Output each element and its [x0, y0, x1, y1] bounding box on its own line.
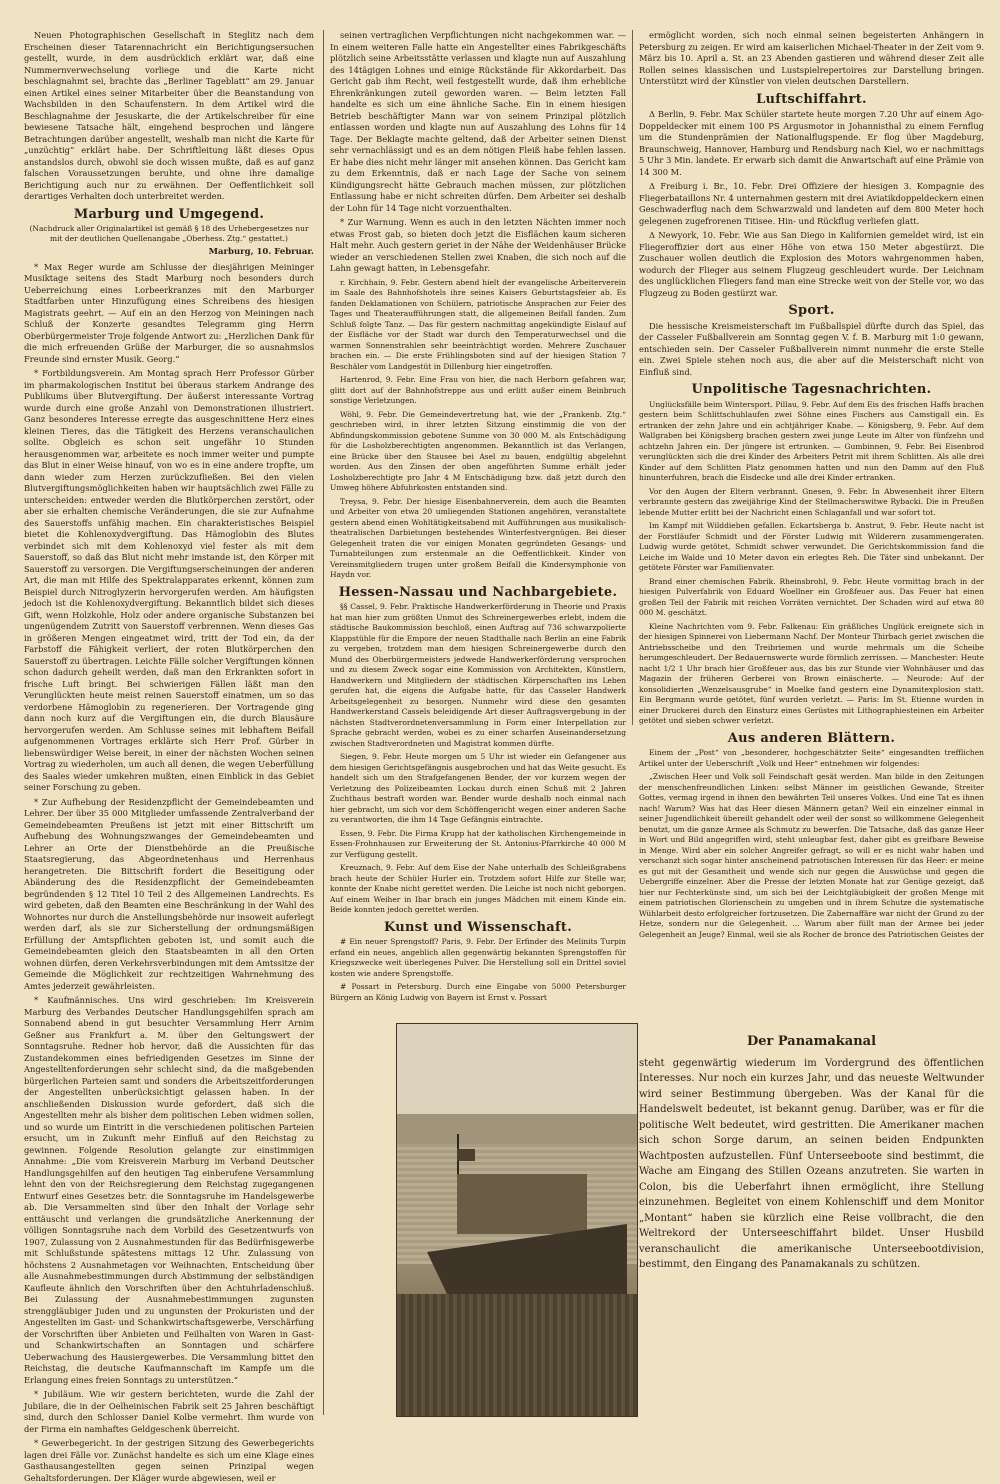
news-item: * Zur Aufhebung der Residenzpflicht der Gemeindebeamten und Lehrer. Der über 35 000 Mitglieder umfassende Zentralverband der Gemeindebeamten Preußens ist jetzt mit einer Bittschrift um Aufhebung des Wohnungszwanges der Gemeindebeamten und Lehrer an Orte der Dienstbehörde an die Preußische Staatsregierung, das Abgeordnetenhaus und Herrenhaus herangetreten. Die Bittschrift fordert die Beseitigung oder Abänderung des die Residenzpflicht der Gemeindebeamten begründenden § 12 Titel 10 Teil 2 des Allgemeinen Landrechts. Es wird gebeten, daß den Beamten eine Beschränkung in der Wahl des Wohnortes nur durch die Anstellungsbehörde nur insoweit auferlegt werden darf, als sie zur Sicherstellung der ordnungsmäßigen Erfüllung der Amtspflichten geboten ist, und somit auch die Gemeindebeamten gleich den Staatsbeamten in all den Orten wohnen dürfen, deren Verkehrsverbindungen mit dem Amtssitze der Gemeinde die Möglichkeit zur rechtzeitigen Wahrnehmung des Amtes jederzeit gewährleisten. [24, 796, 314, 991]
news-item: Brand einer chemischen Fabrik. Rheinsbrohl, 9. Febr. Heute vormittag brach in der hiesigen Pulverfabrik von Eduard Woellner ein Großfeuer aus. Das Feuer hat einen großen Teil der Fabrik mit reichen Vorräten vernichtet. Der Schaden wird auf etwa 80 000 M. geschätzt. [639, 576, 984, 617]
news-item: Wöhl, 9. Febr. Die Gemeindevertretung hat, wie der „Frankenb. Ztg.“ geschrieben wird, in ihrer letzten Sitzung einstimmig die von der Abfindungskommission gebotene Summe von 30 000 M. als Entschädigung für die Losholzberechtigten angenommen. Bekanntlich ist das Verlangen, eine Brücke über den Stausee bei Asel zu bauen, endgültig abgelehnt worden. Aus den Zinsen der oben angeführten Summe erhält jeder Losholzberechtigte pro Jahr 4 M Entschädigung bzw. daß jetzt durch den Umweg höhere Abfuhrkosten entstanden sind. [330, 409, 626, 492]
article-text: steht gegenwärtig wiederum im Vordergrund des öffentlichen Interesses. Nur noch ein kurzes Jahr, und das neueste Weltwunder wird seiner Bestimmung übergeben. Was der Kanal für die Handelswelt bedeutet, ist bekannt genug. Darüber, was er für die politische Welt bedeutet, wird gestritten. Die Amerikaner machen sich schon Sorge darum, an seinen beiden Endpunkten Wachtposten aufzustellen. Fünf Unterseeboote sind bestimmt, die Wache am Eingang des Stillen Ozeans anzutreten. Sie warten in Colon, bis die Ueberfahrt ihnen ermöglicht, ihre Stellung einzunehmen. Begleitet von einem Kohlenschiff und dem Monitor „Montant“ haben sie kürzlich eine Reise vollbracht, die den Weltrekord der Unterseeschiffahrt bildet. Unser Husbild veranschaulicht die amerikanische Unterseebootdivision, bestimmt, den Eingang des Panamakanals zu schützen. [639, 1057, 984, 1270]
news-item: Essen, 9. Febr. Die Firma Krupp hat der katholischen Kirchengemeinde in Essen-Frohnhausen zur Erweiterung der St. Antonius-Pfarrkirche 40 000 M zur Verfügung gestellt. [330, 828, 626, 859]
news-item: Unglücksfälle beim Wintersport. Pillau, 9. Febr. Auf dem Eis des frischen Haffs brachen gestern beim Schlittschuhlaufen zwei Söhne eines Fischers aus Camstigall ein. Es ertranken der zehn Jahre und ein achtjähriger Knabe. — Königsberg, 9. Febr. Auf dem Wallgraben bei Königsberg brachen gestern zwei junge Leute im Alter von fünfzehn und achtzehn Jahren ein. Der jüngere ist ertrunken. — Gumbinnen, 9. Febr. Bei Eisenbrod verunglückten sich die drei Kinder des Arbeiters Petrit mit ihrem Schlitten. Als alle drei Kinder auf dem Schlitten Platz genommen hatten und nun den Damm auf den Fluß hinunterfuhren, brach die Eisdecke und alle drei Kinder ertranken. [639, 399, 984, 482]
news-item: # Possart in Petersburg. Durch eine Eingabe von 5000 Petersburger Bürgern an König Ludwig von Bayern ist Ernst v. Possart [330, 982, 626, 1002]
photo-deck [397, 1294, 637, 1416]
news-item: §§ Cassel, 9. Febr. Praktische Handwerkerförderung in Theorie und Praxis hat man hier zum größten Unmut des Schreinergewerbes erlebt, indem die städtische Baukommission beschloß, einen Auftrag auf 736 schwarzpolierte Klappstühle für die Empore der neuen Stadthalle nach Berlin an eine Fabrik zu vergeben, trotzdem man dem hiesigen Schreinergewerbe durch den Mund des Oberbürgermeisters jedwede Handwerkerförderung versprochen und zu diesem Zweck sogar eine Kommission von Architekten, Künstlern, Handwerkern und Mitgliedern der städtischen Körperschaften ins Leben gerufen hat, die eigens die Aufgabe hatte, für das Casseler Handwerk Arbeitsgelegenheit zu besorgen. Nunmehr wird diese den gesamten Handwerkerstand Cassels beleidigende Art dieser Auftragsvergebung in der nächsten Stadtverordnetenversammlung in Form einer Interpellation zur Sprache gebracht werden, wobei es zu einer scharfen Auseinandersetzung zwischen Stadtverordneten und Magistrat kommen dürfte. [330, 602, 626, 748]
section-heading: Luftschiffahrt. [756, 91, 867, 107]
news-item: seinen vertraglichen Verpflichtungen nicht nachgekommen war. — In einem weiteren Falle hatte ein Angestellter eines Fabrikgeschäfts plötzlich seine Arbeitsstätte verlassen und klagte nun auf Auszahlung des 14tägigen Lohnes und einige Rückstände für Akkordarbeit. Das Gericht gab ihm Recht, weil festgestellt wurde, daß ihm erhebliche Ehrenkränkungen zuteil geworden waren. — Beim letzten Fall handelte es sich um eine ähnliche Sache. Ein in einem hiesigen Betrieb beschäftigter Mann war von seinem Prinzipal plötzlich entlassen worden und klagte nun auf Auszahlung des Lohns für 14 Tage. Der Beklagte machte geltend, daß der Arbeiter seinen Dienst sehr vernachlässigt und es an dem nötigen Fleiß habe fehlen lassen. Er habe dies nicht mehr länger mit ansehen können. Das Gericht kam zu dem Erkenntnis, daß er nach Lage der Sache von seinem Kündigungsrecht hätte Gebrauch machen müssen, zur plötzlichen Entlassung habe er nicht schreiten dürfen. Dem Arbeiter sei deshalb der Lohn für 14 Tage nicht vorzuenthalten. [330, 30, 626, 213]
news-item: Δ Berlin, 9. Febr. Max Schüler startete heute morgen 7.20 Uhr auf einem Ago-Doppeldecker mit einem 100 PS Argusmotor in Johannisthal zu einem Fernflug um die Stundenprämien der Nationalflugspende. Er flog über Magdeburg, Braunschweig, Hannover, Hamburg und Rendsburg nach Kiel, wo er nachmittags 5 Uhr 3 Min. landete. Er erwarb sich damit die Anwartschaft auf eine Prämie von 14 300 M. [639, 109, 984, 177]
news-item: Kleine Nachrichten vom 9. Febr. Falkenau: Ein gräßliches Unglück ereignete sich in der hiesigen Spinnerei von Liebermann Nachf. Der Monteur Thirbach geriet zwischen die Antriebsscheibe und den Treibriemen und wurde mehrmals um die Scheibe herumgeschleudert. Der Bedauernswerte wurde förmlich zerrissen. — Manchester: Heute nacht 1/2 1 Uhr brach hier Großfeuer aus, das bis zur Stunde vier Wohnhäuser und das Magazin der früheren Gerberei von Brown einäscherte. — Neurode: Auf der konsolidierten „Wenzelsausgrube“ in Moelke fand gestern eine Dynamitexplosion statt. Ein Bergmann wurde getötet, fünf wurden verletzt. — Paris: Im St. Etienne wurden in einer Druckerei durch den Einsturz eines Gerüstes mit Lithographiesteinen ein Arbeiter getötet und sieben schwer verletzt. [639, 621, 984, 725]
photo-cabin [457, 1174, 587, 1234]
section-heading: Kunst und Wissenschaft. [383, 919, 573, 935]
paragraph: Neuen Photographischen Gesellschaft in Steglitz nach dem Erscheinen dieser Tatarennachricht ein Berichtigungsersuchen gestellt, wurde, in dem ausdrücklich erklärt war, daß eine Nummernverwechselung vorliege und die Karte nicht beschlagnahmt sei, brachte das „Berliner Tageblatt“ am 29. Januar einen Artikel eines seiner Mitarbeiter über die Beanstandung von Wachsbilden in den Schaufenstern. In dem Artikel wird die Beschlagnahme der Jesuskarte, die der Artikelschreiber für eine bewiesene Tatsache hält, eingehend besprochen und längere Betrachtungen darüber angestellt, weshalb man nicht die Karte für „unzüchtig“ erklärt habe. Der Schriftleitung läßt dieses Opus anstandslos durch, obwohl sie doch wissen mußte, daß es auf ganz falschen Voraussetzungen beruhte, und ohne ihre damalige Berichtigung auch nur zu erwähnen. Der Oeffentlichkeit soll derartiges Verhalten doch unterbreitet werden. [24, 30, 314, 201]
news-item: „Zwischen Heer und Volk soll Feindschaft gesät werden. Man bilde in den Zeitungen der menschenfreundlichen Linken: selbst Männer im geistlichen Gewande, Streiter Gottes, vermag irgend in ihnen den bewährten Teil unseres Volkes. Und eine Tat es ihnen nach! Warum? Was hat das Heer diesen Männern getan? Weil ein einzelner einmal in seiner Jugendlichkeit übereilt gehandelt oder weil der sonst so willkommene Gelegenheit benutzt, um die ganze Armee als Schmutz zu bewerfen. Die Tatsache, daß das ganze Heer in Wort und Bild angegriffen wird, steht unleugbar fest, daher gibt es greifbare Beweise in Menge. Wird aber ein solcher Angreifer gefragt, so will er es nicht wahr haben und verschanzt sich sogar hinter anscheinend patriotischen Interessen für das Heer: er meine es gut mit der Gesamtheit und wende sich nur gegen die Auswüchse und gegen die Uebergriffe einzelner. Aber die Presse der letzten Monate hat zur Genüge gezeigt, daß hier nur Fechterkünste sind, um sich bei der Leichtgläubigkeit der großen Menge mit einem patriotischen Glorienschein zu umgeben und in ihrem Schutze die systematische Wühlarbeit desto erfolgreicher fortzusetzen. Die Zabernaffäre war nicht der Grund zu der Hetze, sondern nur die Gelegenheit. ... Warum aber füllt man der Armee bei jeder Gelegenheit an Jeuge? Einmal, weil sie als Rocher de bronce des Patriotischen Geistes der [639, 772, 984, 939]
news-item: Treysa, 9. Febr. Der hiesige Eisenbahnerverein, dem auch die Beamten und Arbeiter von etwa 20 umliegenden Stationen angehören, veranstaltete gestern abend einen Wohltätigkeitsabend mit Aufführungen aus musikalisch-theatralischen Darbietungen bestehendes Winterfestvergnügen. Bei dieser Gelegenheit traten die vor einigen Monaten gegründeten Gesangs- und Turnabteilungen zum erstenmale an die Oeffentlichkeit. Kinder von Vereinsmitgliedern trugen unter großem Beifall die Kindersymphonie von Haydn vor. [330, 496, 626, 579]
news-item: Hartenrod, 9. Febr. Eine Frau von hier, die nach Herborn gefahren war, glitt dort auf der Bahnhofstreppe aus und erlitt außer einem Beinbruch sonstige Verletzungen. [330, 375, 626, 405]
photo-shore [397, 1114, 637, 1144]
panama-article [639, 1030, 984, 1415]
newspaper-page [24, 30, 984, 1483]
section-heading: Marburg und Umgegend. [73, 206, 265, 222]
news-item: * Kaufmännisches. Uns wird geschrieben: Im Kreisverein Marburg des Verbandes Deutscher Handlungsgehilfen sprach am Sonnabend abend in gut besuchter Versammlung Herr Arnim Geßner aus Frankfurt a. M. über den Geltungswert der Sonntagsruhe. Redner hob hervor, daß die Aussichten für das Zustandekommen eines befriedigenden Gesetzes im Sinne der Angestelltenforderungen sehr schlecht sind, da die maßgebenden bürgerlichen Parteien samt und sonders die Arbeitszeitforderungen der Angestellten unberücksichtigt gelassen haben. In der anschließenden Diskussion wurde gefordert, daß sich die Angestellten mehr als bisher dem politischen Leben widmen sollen, und so wurde um Eintritt in die verschiedenen politischen Parteien ersucht, um in Zukunft mehr Einfluß auf den Reichstag zu gewinnen. Folgende Resolution gelangte zur einstimmigen Annahme: „Die vom Kreisverein Marburg im Verband Deutscher Handlungsgehilfen auf den heutigen Tag einberufene Versammlung lehnt den von der Reichsregierung dem Reichstag zugegangenen Entwurf eines Gesetzes betr. die Sonntagsruhe im Handelsgewerbe ab. Die Versammelten sind über den Inhalt der Vorlage sehr enttäuscht und verlangen die grundsätzliche Anerkennung der völligen Sonntagsruhe nach dem Vorbild des Gesetzentwurfs von 1907, Zulassung von 2 Ausnahmestunden für das Bedürfnisgewerbe mit Schlußstunde spätestens mittags 12 Uhr. Zulassung von höchstens 2 Ausnahmetagen vor Weihnachten, Entscheidung über alle Ausnahmebestimmungen durch Abstimmung der selbständigen Kaufleute ähnlich den Vorschriften über den Achtuhrladenschluß. Bei Zulassung der Ausnahmebestimmungen zugunsten strenggläubiger Juden und zu ungunsten der Prokuristen und der Angestellten im Gast- und Schankwirtschaftsgewerbe, Verschärfung der Vorschriften über Anbieten und Feilhalten von Waren in Gast- und Schankwirtschaften an Sonntagen und schärfere Ueberwachung des Hausiergewerbes. Die Versammlung bittet den Reichstag, die deutsche Kaufmannschaft im Kampfe um die Erlangung eines freien Sonntags zu unterstützen.“ [24, 995, 314, 1385]
section-heading: Hessen-Nassau und Nachbargebiete. [338, 584, 618, 600]
article-heading: Der Panamakanal [746, 1034, 877, 1049]
news-item: * Max Reger wurde am Schlusse der diesjährigen Meininger Musiktage seitens des Stadt Marburg noch besonders durch Ueberreichung eines Lorbeerkranzes mit den Marburger Stadtfarben unter Hinzufügung eines Schreibens des hiesigen Magistrats geehrt. — Auf ein an den Herzog von Meiningen nach Schluß der Konzerte gesandtes Telegramm ging Herrn Oberbürgermeister Troje folgende Antwort zu: „Herzlichen Dank für die mich erfreuenden Grüße der Marburger, die so ausnahmslos Freunde sind ernster Musik. Georg.“ [24, 261, 314, 364]
column-2 [330, 30, 626, 1002]
news-item: Einem der „Post“ von „besonderer, hochgeschätzter Seite“ eingesandten trefflichen Artikel unter der Ueberschrift „Volk und Heer“ entnehmen wir folgendes: [639, 748, 984, 768]
column-3 [639, 30, 984, 939]
news-item: Im Kampf mit Wilddieben gefallen. Eckartsberga b. Anstrut, 9. Febr. Heute nacht ist der Forstläufer Schmidt und der Förster Ludwig mit Wilderern zusammengeraten. Ludwig wurde getötet, Schmidt schwer verwundet. Die Gerichtskommission fand die Leiche im Walde und 10 Meter davon ein erlegtes Reh. Die Täter sind unbekannt. Der getötete Förster war Familienvater. [639, 521, 984, 572]
news-item: Δ Newyork, 10. Febr. Wie aus San Diego in Kalifornien gemeldet wird, ist ein Fliegeroffizier dort aus einer Höhe von etwa 150 Meter abgestürzt. Die Zuschauer wollen deutlich die Explosion des Motors wahrgenommen haben, wodurch der Flieger aus seinem Flugzeug geschleudert wurde. Der Leichnam des unglücklichen Fliegers fand man eine Strecke weit von der Stelle vor, wo das Flugzeug zu Boden gestürzt war. [639, 230, 984, 298]
section-heading: Aus anderen Blättern. [727, 730, 896, 746]
column-1 [24, 30, 314, 1483]
news-item: Vor den Augen der Eltern verbrannt. Gnesen, 9. Febr. In Abwesenheit ihrer Eltern verbrannte gestern das zweijährige Kind der Stellmacherswitwe Rybacki. Die in Preußen lebende Mutter erlitt bei der Nachricht einen Schlaganfall und war sofort tot. [639, 486, 984, 517]
news-item: Siegen, 9. Febr. Heute morgen um 5 Uhr ist wieder ein Gefangener aus dem hiesigen Gerichtsgefängnis ausgebrochen und hat das Weite gesucht. Es handelt sich um den Strafgefangenen Bender, der vor kurzem wegen der Verletzung des Polizeibeamten Lockau durch einen Schuß mit 2 Jahren Zuchthaus bestraft worden war. Bender wurde deshalb noch einmal nach hier gebracht, um sich vor dem Schöffengericht wegen einer anderen Sache zu verantworten, die ihm 14 Tage Gefängnis eintrachte. [330, 752, 626, 824]
column-rule [323, 30, 324, 1415]
reprint-note: (Nachdruck aller Originalartikel ist gemäß § 18 des Urhebergesetzes nur mit der deutlichen Quellenangabe „Oberhess. Ztg.“ gestattet.) [29, 224, 309, 243]
news-item: r. Kirchhain, 9. Febr. Gestern abend hielt der evangelische Arbeiterverein im Saale des Bahnhofshotels ihre seines Kaisers Geburtstagsfeier ab. Es fanden Deklamationen von Schülern, patriotische Ansprachen zur Feier des Tages und Theateraufführungen statt, die allgemeinen Beifall fanden. Zum Schluß folgte Tanz. — Das für gestern nachmittag angekündigte Eislauf auf der Eisfläche vor der Stadt war durch den Temperaturwechsel und die warmen Sonnenstrahlen sehr beeinträchtigt worden. Mehrere Zuschauer brachen ein. — Die erste Frühlingsboten sind auf der hiesigen Station 7 Beschäler vom Landgestüt in Dillenburg hier eingetroffen. [330, 277, 626, 371]
news-item: * Zur Warnung. Wenn es auch in den letzten Nächten immer noch etwas Frost gab, so bieten doch jetzt die Eisflächen kaum sicheren Halt mehr. Auch gestern geriet in der Nähe der Weidenhäuser Brücke wieder an verschiedenen Stellen zwei Knaben, die sich noch auf die Lahn gewagt hatten, in Lebensgefahr. [330, 217, 626, 273]
news-item: * Jubiläum. Wie wir gestern berichteten, wurde die Zahl der Jubilare, die in der Oelheinischen Fabrik seit 25 Jahren beschäftigt sind, durch den Schlosser Daniel Kolbe vermehrt. Ihm wurde von der Firma ein namhaftes Geldgeschenk überreicht. [24, 1389, 314, 1434]
news-item: Die hessische Kreismeisterschaft im Fußballspiel dürfte durch das Spiel, das der Casseler Fußballverein am Sonntag gegen V. f. B. Marburg mit 1:0 gewann, entschieden sein. Der Casseler Fußballverein nimmt nunmehr die erste Stelle ein. Zwei Spiele stehen noch aus, die aber auf die Meisterschaft nicht von Einfluß sind. [639, 320, 984, 377]
news-item: Kreuznach, 9. Febr. Auf dem Eise der Nahe unterhalb des Schleißgrabens brach heute der Schüler Hurler ein. Trotzdem sofort Hilfe zur Stelle war, konnte der Knabe nicht gerettet werden. Die Leiche ist noch nicht geborgen. Auf einem Weiher in Ibar brach ein junges Mädchen mit einem Kinde ein. Beide konnten jedoch gerettet werden. [330, 863, 626, 914]
news-item: * Gewerbegericht. In der gestrigen Sitzung des Gewerbegerichts lagen drei Fälle vor. Zunächst handelte es sich um eine Klage eines Gasthausangestellten gegen seinen Prinzipal wegen Gehaltsforderungen. Der Kläger wurde abgewiesen, weil er [24, 1438, 314, 1483]
news-item: Δ Freiburg i. Br., 10. Febr. Drei Offiziere der hiesigen 3. Kompagnie des Fliegerbataillons Nr. 4 unternahmen gestern mit drei Aviatikdoppeldeckern einen Geschwaderflug nach dem Schwarzwald und landeten auf dem 800 Meter hoch gelegenen zugefrorenen Titisee. Hin- und Rückflug verliefen glatt. [639, 181, 984, 226]
dateline: Marburg, 10. Februar. [208, 247, 314, 257]
section-heading: Sport. [788, 303, 835, 318]
photo-flag [457, 1149, 475, 1161]
news-item: ermöglicht worden, sich noch einmal seinen begeisterten Anhängern in Petersburg zu zeigen. Er wird am kaiserlichen Michael-Theater in der Zeit vom 9. März bis 10. April a. St. an 23 Abenden gastieren und während dieser Zeit alle Rollen seines klassischen und Lustspielrepertoires zur Darstellung bringen. Unterstützt wird der Künstler von vielen deutschen Darstellern. [639, 30, 984, 86]
submarine-photo [396, 1023, 638, 1417]
news-item: # Ein neuer Sprengstoff? Paris, 9. Febr. Der Erfinder des Melinits Turpin erfand ein neues, angeblich allen gegenwärtig bekannten Sprengstoffen für Kriegszwecke weit überlegenes Pulver. Die Herstellung soll ein Drittel soviel kosten wie andere Sprengstoffe. [330, 937, 626, 978]
news-item: * Fortbildungsverein. Am Montag sprach Herr Professor Gürber im pharmakologischen Institut bei überaus starkem Andrange des Publikums über Blutvergiftung. Der äußerst interessante Vortrag wurde durch eine große Anzahl von Demonstrationen illustriert. Ganz besonderes Interesse erregte das ausgeschnittene Herz eines kleinen Tieres, das die Tätigkeit des Herzens veranschaulichen sollte. Obgleich es schon seit ungefähr 10 Stunden herausgenommen war, arbeitete es noch immer weiter und pumpte das Blut in einer Weise hinauf, von wo es in eine andere tropfte, um dann wieder zum Herzen zurückzufließen. Bei den vielen Blutvergiftungsmöglichkeiten haben wir hauptsächlich zwei Fälle zu unterscheiden: entweder werden die Blutkörperchen zerstört, oder aber sie erhalten chemische Veränderungen, die sie zur Aufnahme des Sauerstoffs unfähig machen. Ein charakteristisches Beispiel bietet die Kohlenoxydvergiftung. Das Hämoglobin des Blutes verbindet sich mit dem Kohlenoxyd viel fester als mit dem Sauerstoff, so daß das Blut nicht mehr imstande ist, den Körper mit Sauerstoff zu versorgen. Die Vergiftungserscheinungen der anderen Art, die man mit Hilfe des Spektralapparates erkennt, können zum Beispiel durch Nitroglyzerin hervorgerufen werden. Am häufigsten jedoch ist die Kohlenoxydvergiftung. Bekanntlich bildet sich dieses Gift, wenn Holzkohle, Holz oder andere organische Substanzen bei ungenügendem Zutritt von Sauerstoff verbrennen. Wenn dieses Gas in größeren Mengen eingeatmet wird, tritt der Tod ein, da der Farbstoff die Fähigkeit verliert, der roten Blutkörperchen den Sauerstoff zu übertragen. Leichte Fälle solcher Vergiftungen können schon dadurch geheilt werden, daß man den Erkrankten sofort in frische Luft bringt. Bei schwierigen Fällen läßt man den Verunglückten heute meist reinen Sauerstoff einatmen, um so das verdorbene Hämoglobin zu regenerieren. Der Vortragende ging dann noch kurz auf die Vergiftungen ein, die durch Blausäure hervorgerufen werden. Am Schlusse seines mit lebhaftem Beifall aufgenommenen Vortrages erklärte sich Herr Prof. Gürber in liebenswürdiger Weise bereit, in einer der nächsten Wochen seinen Vortrag zu wiederholen, um auch all denen, die wegen Ueberfüllung des Saales wieder umkehren mußten, einen Einblick in das Gebiet seiner Forschung zu geben. [24, 368, 314, 792]
column-rule [632, 30, 633, 725]
section-heading: Unpolitische Tagesnachrichten. [691, 382, 932, 397]
photo-sky [397, 1024, 637, 1114]
